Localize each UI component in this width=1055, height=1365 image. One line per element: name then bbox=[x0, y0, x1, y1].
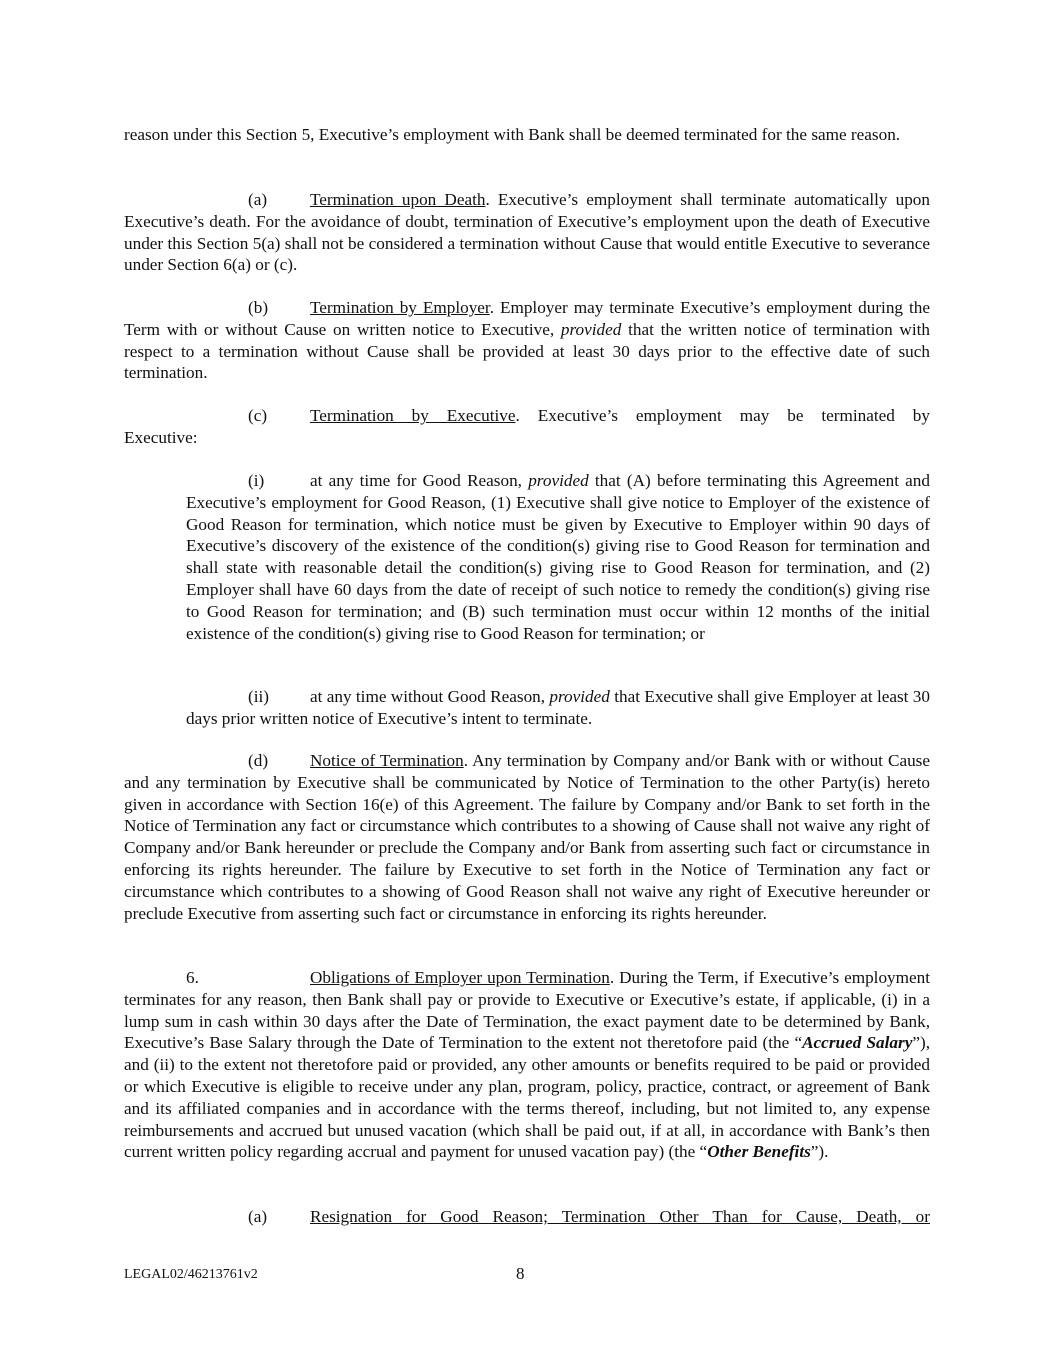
clause-label: (c) bbox=[248, 406, 268, 425]
clause-text: . Any termination by Company and/or Bank with or without Cause and any termination by Executive shall be communicated by Notice of Termination to the other Party(is) hereto given in accordance with Section 16(e) of this Agreement. The failure by Company and/or Bank to set forth in the Notice of Termination any fact or circumstance which contributes to a showing of Cause shall not waive any right of Company and/or Bank hereunder or preclude the Company and/or Bank from asserting such fact or circumstance in enforcing its rights hereunder. The failure by Executive to set forth in the Notice of Termination any fact or circumstance which contributes to a showing of Good Reason shall not waive any right of Executive hereunder or preclude Executive from asserting such fact or circumstance in enforcing its rights hereunder. bbox=[124, 751, 930, 923]
clause-text-continued: that the written notice of termination with respect to a termination without Cause shall be provided at least 30 days prior to the effective date of such termination. bbox=[124, 319, 930, 383]
paragraph-5a bbox=[124, 189, 930, 276]
defined-term-accrued-salary: Accrued Salary bbox=[802, 1033, 913, 1053]
italic-term: provided bbox=[528, 471, 589, 490]
paragraph-5c-line2: Executive: bbox=[124, 427, 198, 447]
paragraph-6 bbox=[124, 967, 930, 1163]
page-number: 8 bbox=[516, 1264, 525, 1283]
subclause-text-continued: that (A) before terminating this Agreement and Executive’s employment for Good Reason, (1) Executive shall give notice to Employer of the existence of Good Reason for termination, which notice must be given by Executive to Employer within 90 days of Executive’s discovery of the existence of the condition(s) giving rise to Good Reason for termination and shall state with reasonable detail the condition(s) giving rise to Good Reason for termination, and (2) Employer shall have 60 days from the date of receipt of such notice to remedy the condition(s) giving rise to Good Reason for termination; and (B) such termination must occur within 12 months of the initial existence of the condition(s) giving rise to Good Reason for termination; or bbox=[186, 471, 930, 643]
section-text-end: ”). bbox=[810, 1142, 829, 1162]
clause-heading: Notice of Termination bbox=[310, 751, 464, 770]
section-text: . During the Term, if Executive’s employment terminates for any reason, then Bank shall pay or provide to Executive or Executive’s estate, if applicable, (i) in a lump sum in cash within 30 days after the Date of Termination, the exact payment date to be determined by Bank, Executive’s Base Salary through the Date of Termination to the extent not theretofore paid (the “ bbox=[124, 968, 931, 1053]
subclause-text-continued: that Executive shall give Employer at least 30 days prior written notice of Executive’s intent to terminate. bbox=[186, 687, 930, 728]
footer-document-id: LEGAL02/46213761v2 bbox=[124, 1267, 258, 1282]
paragraph-5c-ii bbox=[186, 686, 930, 730]
paragraph-5c bbox=[124, 405, 930, 449]
clause-text: . Executive’s employment shall terminate automatically upon Executive’s death. For the avoidance of doubt, termination of Executive’s employment upon the death of Executive under this Section 5(a) shall not be considered a termination without Cause that would entitle Executive to severance under Section 6(a) or (c). bbox=[124, 190, 930, 275]
defined-term-other-benefits: Other Benefits bbox=[707, 1142, 811, 1162]
clause-heading: Termination by Executive bbox=[310, 406, 516, 425]
subclause-label: (ii) bbox=[248, 687, 269, 706]
clause-label: (b) bbox=[248, 298, 269, 317]
subclause-label: (i) bbox=[248, 471, 265, 490]
paragraph-intro bbox=[124, 124, 930, 146]
clause-heading: Resignation for Good Reason; Termination Other Than for Cause, Death, or bbox=[310, 1207, 930, 1226]
paragraph-text: reason under this Section 5, Executive’s employment with Bank shall be deemed terminated for the same reason. bbox=[124, 125, 901, 144]
paragraph-5b bbox=[124, 297, 930, 384]
subclause-text: at any time without Good Reason, bbox=[310, 687, 550, 706]
section-heading: Obligations of Employer upon Termination bbox=[310, 968, 610, 987]
section-text-continued: ”), and (ii) to the extent not theretofore paid or provided, any other amounts or benefits required to be paid or provided or which Executive is eligible to receive under any plan, program, policy, practice, contract, or agreement of Bank and its affiliated companies and in accordance with the terms thereof, including, but not limited to, any expense reimbursements and accrued but unused vacation (which shall be paid out, if at all, in accordance with Bank’s then current written policy regarding accrual and payment for unused vacation pay) (the “ bbox=[124, 1033, 930, 1162]
clause-label: (a) bbox=[248, 190, 268, 209]
paragraph-5c-i bbox=[186, 470, 930, 644]
subclause-text: at any time for Good Reason, bbox=[310, 471, 529, 490]
clause-label: (a) bbox=[248, 1207, 268, 1226]
clause-label: (d) bbox=[248, 751, 269, 770]
paragraph-5d bbox=[124, 750, 930, 924]
italic-term: provided bbox=[560, 319, 622, 339]
paragraph-5c-line1 bbox=[124, 405, 930, 427]
clause-heading: Termination by Employer bbox=[310, 298, 490, 317]
paragraph-6a bbox=[124, 1206, 930, 1228]
clause-heading: Termination upon Death bbox=[310, 190, 486, 209]
italic-term: provided bbox=[549, 687, 610, 706]
clause-text: . Executive’s employment may be terminated by bbox=[515, 406, 930, 425]
clause-text: . Employer may terminate Executive’s employment during the Term with or without Cause on written notice to Executive, bbox=[124, 298, 930, 339]
section-label: 6. bbox=[186, 968, 199, 987]
